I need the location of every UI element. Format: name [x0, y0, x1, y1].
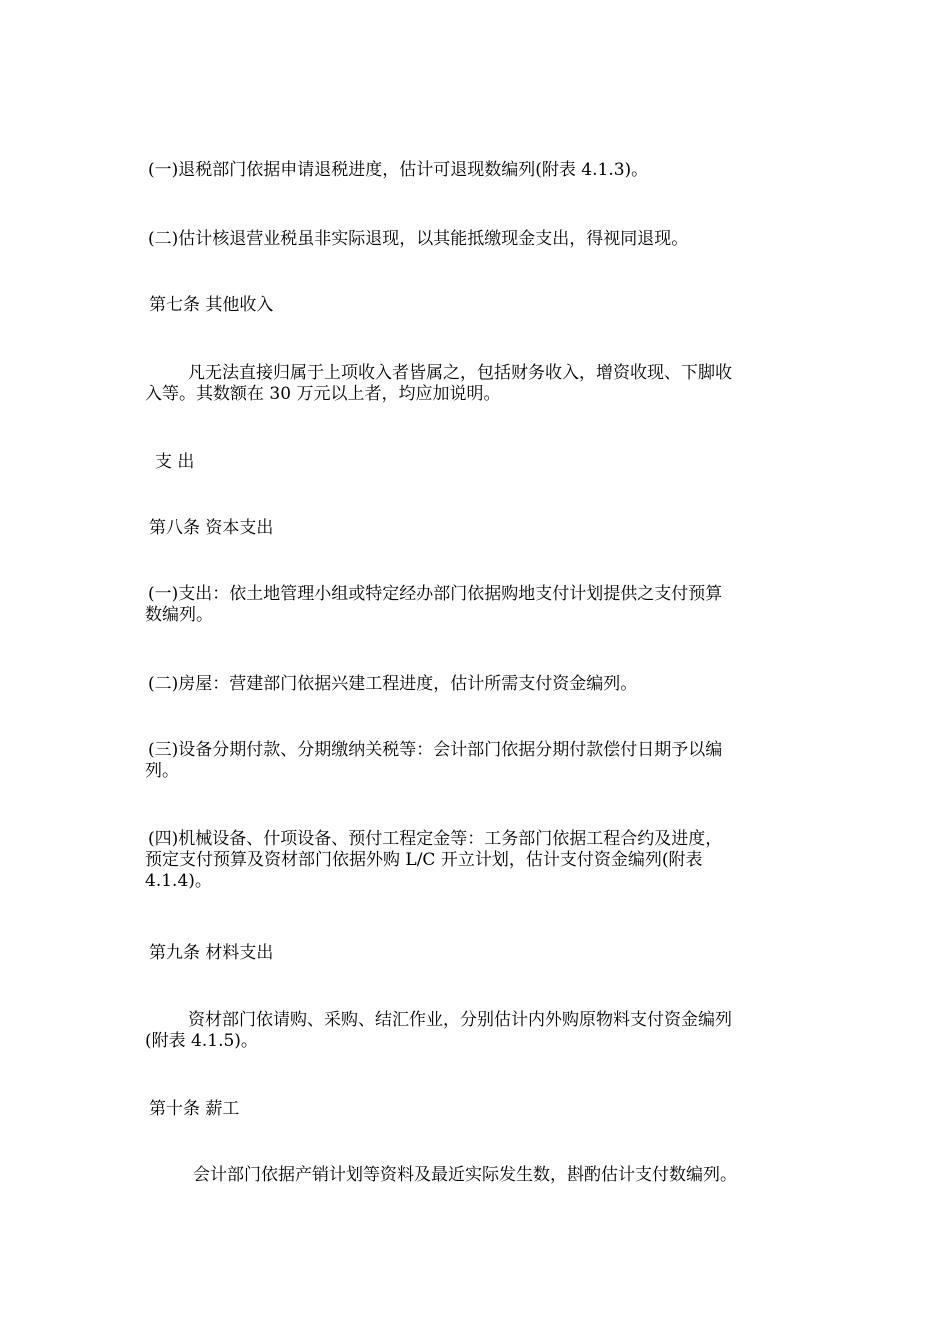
text-line: 第九条 材料支出	[149, 943, 274, 963]
text-line: 凡无法直接归属于上项收入者皆属之，包括财务收入，增资收现、下脚收	[188, 363, 732, 383]
heading-expenditure	[155, 452, 815, 473]
text-line: 会计部门依据产销计划等资料及最近实际发生数，斟酌估计支付数编列。	[193, 1165, 737, 1185]
paragraph-capital-expense-1	[145, 584, 805, 626]
paragraph-capital-expense-4	[145, 829, 805, 892]
paragraph-other-income	[145, 363, 805, 405]
text-line: (二)估计核退营业税虽非实际退现，以其能抵缴现金支出，得视同退现。	[148, 229, 689, 249]
text-line: 第七条 其他收入	[149, 295, 274, 315]
text-line: 资材部门依请购、采购、结汇作业，分别估计内外购原物料支付资金编列	[188, 1010, 732, 1030]
heading-article-7	[149, 295, 809, 316]
heading-article-9	[149, 943, 809, 964]
text-line: 第八条 资本支出	[149, 518, 274, 538]
text-line: (一)退税部门依据申请退税进度，估计可退现数编列(附表 4.1.3)。	[148, 160, 649, 180]
text-line: 预定支付预算及资材部门依据外购 L/C 开立计划，估计支付资金编列(附表	[145, 850, 703, 870]
paragraph-tax-refund-1	[148, 160, 808, 181]
text-line: (附表 4.1.5)。	[145, 1031, 258, 1051]
text-line: (四)机械设备、什项设备、预付工程定金等：工务部门依据工程合约及进度，	[148, 829, 723, 849]
text-line: 入等。其数额在 30 万元以上者，均应加说明。	[145, 384, 501, 404]
text-line: (一)支出：依土地管理小组或特定经办部门依据购地支付计划提供之支付预算	[148, 584, 723, 604]
heading-article-8	[149, 518, 809, 539]
text-line: 数编列。	[145, 605, 213, 625]
paragraph-capital-expense-3	[145, 740, 805, 782]
text-line: 列。	[145, 761, 179, 781]
paragraph-material-expense	[145, 1010, 805, 1052]
heading-article-10	[149, 1099, 809, 1120]
paragraph-payroll	[145, 1165, 805, 1186]
text-line: (二)房屋：营建部门依据兴建工程进度，估计所需支付资金编列。	[148, 674, 638, 694]
text-line: (三)设备分期付款、分期缴纳关税等：会计部门依据分期付款偿付日期予以编	[148, 740, 723, 760]
text-line: 第十条 薪工	[149, 1099, 240, 1119]
paragraph-tax-refund-2	[148, 229, 808, 250]
text-line: 支 出	[155, 452, 195, 472]
text-line: 4.1.4)。	[145, 871, 212, 891]
paragraph-capital-expense-2	[148, 674, 808, 695]
